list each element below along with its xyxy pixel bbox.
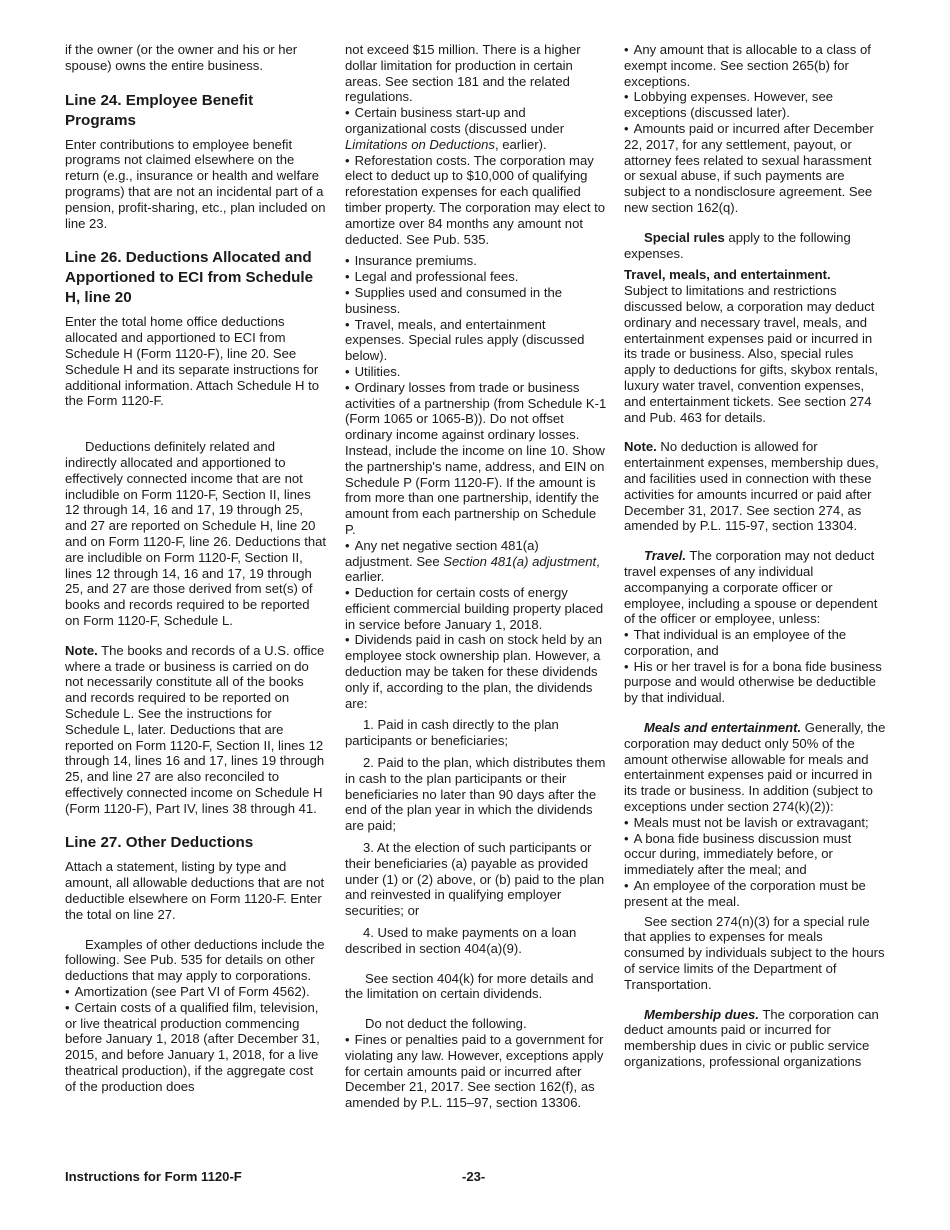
bullet-item: • An employee of the corporation must be present at the meal. <box>624 878 886 910</box>
bold-italic-label: Membership dues. <box>644 1006 759 1022</box>
bold-italic-label: Meals and entertainment. <box>644 720 802 736</box>
paragraph <box>624 1007 886 1070</box>
heading-line-24: Line 24. Employee Benefit Programs <box>65 91 254 129</box>
numbered-item: 2. Paid to the plan, which distributes them in cash to the plan participants or their beneficiaries no later than 90 days after the end of the plan year in which the dividends are paid; <box>345 755 606 834</box>
bullet-item: • A bona fide business discussion must occur during, immediately before, or immediately after the meal; and <box>624 831 886 878</box>
text: The corporation can deduct amounts paid or incurred for membership dues in civic or public service organizations, professional organizations <box>624 1006 879 1070</box>
bullet-item: • Amounts paid or incurred after December 22, 2017, for any settlement, payout, or attorney fees related to sexual harassment or sexual abuse, if such payments are subject to a nondisclosure agreement. See new section 162(q). <box>624 121 886 216</box>
bullet-item <box>345 105 607 152</box>
paragraph: See section 404(k) for more details and the limitation on certain dividends. <box>345 970 594 1002</box>
bullet-item: • Utilities. <box>345 364 607 380</box>
note-label: Note. <box>624 439 657 455</box>
heading-line-26: Line 26. Deductions Allocated and Apportioned to ECI from Schedule H, line 20 <box>65 249 314 307</box>
paragraph: Do not deduct the following. <box>365 1016 527 1032</box>
bullet-item: • Meals must not be lavish or extravagant; <box>624 815 886 831</box>
italic-ref: Section 481(a) adjustment <box>443 553 597 569</box>
paragraph: not exceed $15 million. There is a higher dollar limitation for production in certain areas. See section 181 and the related regulations. <box>345 42 581 105</box>
page-number: -23- <box>462 1169 486 1184</box>
bullet-item <box>345 538 607 585</box>
paragraph <box>624 720 886 815</box>
note-text: The books and records of a U.S. office where a trade or business is carried on do not necessarily constitute all of the books and records required to be reported on Schedule L. See the instructions for Schedule L, later. Deductions that are reported on Form 1120-F, Section II, lines 12 through 14, lines 16 and 17, lines 19 through 25, and line 27 are also reconciled to effectively connected income on Schedule H (Form 1120-F), Part IV, lines 38 through 41. <box>65 642 325 816</box>
text: The corporation may not deduct travel expenses of any individual accompanying a corporate officer or employee, including a spouse or dependent of the officer or employee, unless: <box>624 548 878 627</box>
footer-title: Instructions for Form 1120-F <box>65 1169 242 1184</box>
text: , earlier). <box>494 136 547 152</box>
bold-italic-label: Travel. <box>644 548 686 564</box>
italic-ref: Limitations on Deductions <box>345 136 495 152</box>
column-2 <box>345 42 607 1111</box>
bold-label: Special rules <box>644 229 725 245</box>
numbered-item: 1. Paid in cash directly to the plan participants or beneficiaries; <box>345 717 559 749</box>
bullet-item: • Ordinary losses from trade or business activities of a partnership (from Schedule K-1 (Form 1065 or 1065-B)). Do not offset ordinary income against ordinary losses. Instead, include the income on line 10. Show the partnership's name, address, and EIN on Schedule P (Form 1120-F). If the amount is from more than one partnership, identify the amount from each partnership on Schedule P. <box>345 380 607 538</box>
bullet-item: • Travel, meals, and entertainment expenses. Special rules apply (discussed below). <box>345 317 607 364</box>
note-text: No deduction is allowed for entertainment expenses, membership dues, and facilities used in connection with these activities for amounts incurred or paid after December 31, 2017. See section 274, as amended by P.L. 115-97, section 13304. <box>624 439 879 534</box>
bullet-item: • Legal and professional fees. <box>345 269 607 285</box>
bullet-item: • Amortization (see Part VI of Form 4562). <box>65 984 327 1000</box>
paragraph <box>624 548 886 627</box>
paragraph: Deductions definitely related and indirectly allocated and apportioned to effectively connected income that are not includible on Form 1120-F, Section II, lines 12 through 14, 16 and 17, 19 through 25, and 27 are reported on Schedule H, line 20 and on Form 1120-F, line 26. Deductions that are includible on Form 1120-F, Section II, lines 12 through 14, 16 and 17, 19 through 25, and 27 are those derived from set(s) of books and records required to be reported on Form 1120-F, Schedule L. <box>65 439 327 628</box>
paragraph: Subject to limitations and restrictions discussed below, a corporation may deduct ordinary and necessary travel, meals, and entertainment expenses paid or incurred in its trade or business. Also, special rules apply to deductions for gifts, skybox rentals, luxury water travel, convention expenses, and entertainment tickets. See section 274 and Pub. 463 for details. <box>624 283 879 425</box>
paragraph: if the owner (or the owner and his or her spouse) owns the entire business. <box>65 42 298 73</box>
paragraph: See section 274(n)(3) for a special rule that applies to expenses for meals consumed by individuals subject to the hours of service limits of the Department of Transportation. <box>624 913 885 992</box>
text: , earlier. <box>345 553 600 585</box>
numbered-item: 4. Used to make payments on a loan described in section 404(a)(9). <box>345 925 577 956</box>
note-label: Note. <box>65 642 98 658</box>
bullet-item: • That individual is an employee of the corporation, and <box>624 627 886 659</box>
subheading-travel-meals: Travel, meals, and entertainment. <box>624 267 831 283</box>
paragraph <box>624 230 886 262</box>
text: Any net negative section 481(a) adjustment. See <box>345 537 539 569</box>
note-paragraph <box>624 439 886 534</box>
column-1 <box>65 42 327 1095</box>
bullet-item: • Deduction for certain costs of energy efficient commercial building property placed in service before January 1, 2018. <box>345 585 607 632</box>
note-paragraph <box>65 643 327 817</box>
bullet-item: • Reforestation costs. The corporation may elect to deduct up to $10,000 of qualifying reforestation expenses for each qualified timber property. The corporation may elect to amortize over 84 months any amount not deducted. See Pub. 535. <box>345 153 607 248</box>
paragraph: Enter the total home office deductions allocated and apportioned to ECI from Schedule H (Form 1120-F), line 20. See Schedule H and its separate instructions for additional information. Attach Schedule H to the Form 1120-F. <box>65 314 320 409</box>
heading-line-27: Line 27. Other Deductions <box>65 834 254 852</box>
paragraph: Attach a statement, listing by type and amount, all allowable deductions that are not deductible elsewhere on Form 1120-F. Enter the total on line 27. <box>65 859 325 922</box>
paragraph: Examples of other deductions include the following. See Pub. 535 for details on other deductions that may apply to corporations. <box>65 936 325 984</box>
paragraph: Enter contributions to employee benefit programs not claimed elsewhere on the return (e.g., insurance or health and welfare programs) that are not an incidental part of a pension, profit-sharing, etc., plan included on line 23. <box>65 136 326 231</box>
text: Generally, the corporation may deduct only 50% of the amount otherwise allowable for meals and entertainment expenses paid or incurred in its trade or business. In addition (subject to exceptions under section 274(k)(2)): <box>624 720 886 815</box>
bullet-item: • Dividends paid in cash on stock held by an employee stock ownership plan. However, a deduction may be taken for these dividends only if, according to the plan, the dividends are: <box>345 632 607 711</box>
bullet-item: • Certain costs of a qualified film, television, or live theatrical production commencing before January 1, 2018 (after December 31, 2015, and before January 1, 2018, for a live theatrical production), if the aggregate cost of the production does <box>65 1000 327 1095</box>
text: Certain business start-up and organizational costs (discussed under <box>345 105 565 136</box>
bullet-item: • Insurance premiums. <box>345 253 607 269</box>
text: apply to the following expenses. <box>624 229 851 261</box>
numbered-item: 3. At the election of such participants or their beneficiaries (a) payable as provided under (1) or (2) above, or (b) paid to the plan and reinvested in qualifying employer securities; or <box>345 840 605 919</box>
bullet-item: • Any amount that is allocable to a class of exempt income. See section 265(b) for exceptions. <box>624 42 886 89</box>
bullet-item: • Lobbying expenses. However, see exceptions (discussed later). <box>624 89 886 121</box>
column-3 <box>624 42 886 1070</box>
bullet-item: • His or her travel is for a bona fide business purpose and would otherwise be deductible by that individual. <box>624 659 886 706</box>
bullet-item: • Supplies used and consumed in the business. <box>345 285 607 317</box>
bullet-item: • Fines or penalties paid to a government for violating any law. However, exceptions apply for certain amounts paid or incurred after December 21, 2017. See section 162(f), as amended by P.L. 115–97, section 13306. <box>345 1032 607 1111</box>
